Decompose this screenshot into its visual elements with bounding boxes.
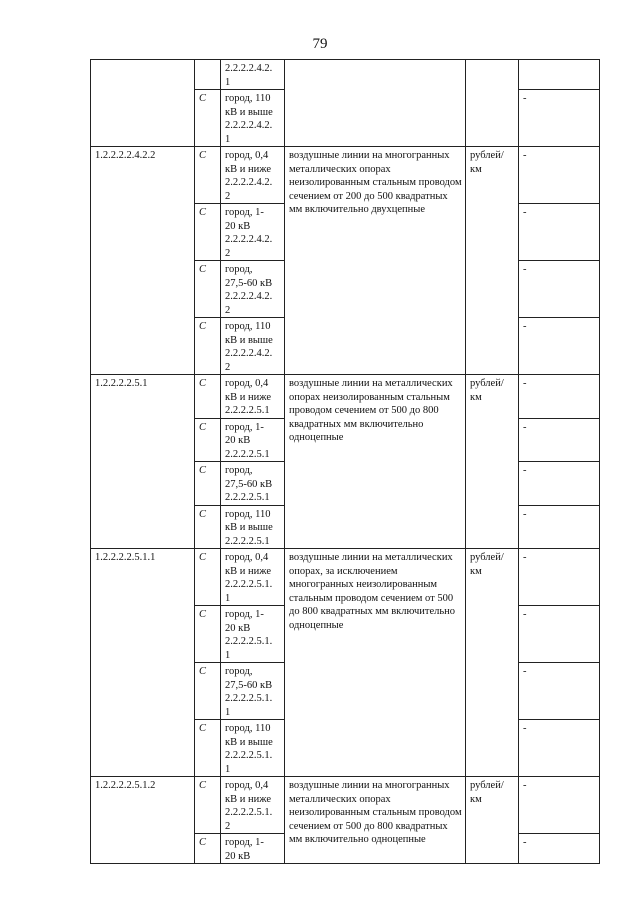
area-text: 2.2.2.2.4.2. 1 xyxy=(225,63,273,88)
area-text: город, 1- 20 кВ 2.2.2.2.4.2. 2 xyxy=(225,207,273,259)
area-text: город, 110 кВ и выше 2.2.2.2.5.1 xyxy=(225,508,273,547)
symbol-cell: С xyxy=(195,777,221,834)
value-cell: - xyxy=(519,261,600,318)
unit-cell xyxy=(466,777,519,864)
area-cell xyxy=(221,777,285,834)
value-cell: - xyxy=(519,663,600,720)
description-cell: воздушные линии на металлических опорах, за исключением многогранных неизолированным стальным проводом сечением от 500 до 800 квадратных мм включительно одноцепные xyxy=(285,549,466,777)
value-cell: - xyxy=(519,777,600,834)
symbol-cell: С xyxy=(195,834,221,864)
area-cell xyxy=(221,90,285,147)
symbol-cell: С xyxy=(195,261,221,318)
area-cell xyxy=(221,318,285,375)
code-cell: 1.2.2.2.2.5.1.1 xyxy=(91,549,195,777)
unit-text: рублей/ км xyxy=(470,552,504,577)
value-cell: - xyxy=(519,720,600,777)
symbol-cell: С xyxy=(195,90,221,147)
value-cell: - xyxy=(519,549,600,606)
symbol-cell: С xyxy=(195,462,221,506)
code-cell: 1.2.2.2.2.5.1 xyxy=(91,375,195,549)
table-row xyxy=(91,375,600,419)
symbol-cell: С xyxy=(195,606,221,663)
page-number: 79 xyxy=(312,36,328,52)
area-text: город, 110 кВ и выше 2.2.2.2.4.2. 1 xyxy=(225,93,273,145)
area-cell xyxy=(221,375,285,419)
unit-cell xyxy=(466,147,519,375)
value-cell: - xyxy=(519,90,600,147)
value-cell: - xyxy=(519,147,600,204)
description-cell xyxy=(285,60,466,147)
table-row xyxy=(91,147,600,204)
area-text: город, 1- 20 кВ 2.2.2.2.5.1 xyxy=(225,421,270,460)
symbol-cell: С xyxy=(195,204,221,261)
unit-text: рублей/ км xyxy=(470,780,504,805)
area-text: город, 27,5-60 кВ 2.2.2.2.5.1 xyxy=(225,465,273,503)
symbol-cell: С xyxy=(195,318,221,375)
unit-text: рублей/ км xyxy=(470,378,504,403)
code-cell: 1.2.2.2.2.5.1.2 xyxy=(91,777,195,864)
area-cell xyxy=(221,606,285,663)
symbol-cell: С xyxy=(195,720,221,777)
value-cell xyxy=(519,60,600,90)
unit-cell xyxy=(466,60,519,147)
symbol-cell: С xyxy=(195,549,221,606)
value-cell: - xyxy=(519,418,600,462)
tariff-table xyxy=(90,59,600,864)
value-cell: - xyxy=(519,505,600,549)
description-cell: воздушные линии на многогранных металлических опорах неизолированным стальным проводом сечением от 500 до 800 квадратных мм включительно одноцепные xyxy=(285,777,466,864)
area-text: город, 0,4 кВ и ниже 2.2.2.2.5.1. 1 xyxy=(225,552,273,604)
table-row xyxy=(91,60,600,90)
area-cell xyxy=(221,834,285,864)
area-text: город, 110 кВ и выше 2.2.2.2.4.2. 2 xyxy=(225,321,273,373)
value-cell: - xyxy=(519,834,600,864)
value-cell: - xyxy=(519,606,600,663)
area-cell xyxy=(221,60,285,90)
code-cell xyxy=(91,60,195,147)
area-text: город, 0,4 кВ и ниже 2.2.2.2.4.2. 2 xyxy=(225,150,273,202)
area-cell xyxy=(221,261,285,318)
area-cell xyxy=(221,720,285,777)
area-cell xyxy=(221,505,285,549)
area-cell xyxy=(221,549,285,606)
area-cell xyxy=(221,418,285,462)
area-cell xyxy=(221,147,285,204)
area-cell xyxy=(221,204,285,261)
area-text: город, 0,4 кВ и ниже 2.2.2.2.5.1. 2 xyxy=(225,780,273,832)
area-text: город, 27,5-60 кВ 2.2.2.2.4.2. 2 xyxy=(225,264,273,316)
description-cell: воздушные линии на многогранных металлических опорах неизолированным стальным проводом сечением от 200 до 500 квадратных мм включительно двухцепные xyxy=(285,147,466,375)
unit-text: рублей/ км xyxy=(470,150,504,175)
description-cell: воздушные линии на металлических опорах неизолированным стальным проводом сечением от 500 до 800 квадратных мм включительно одноцепные xyxy=(285,375,466,549)
area-cell xyxy=(221,663,285,720)
value-cell: - xyxy=(519,204,600,261)
area-cell xyxy=(221,462,285,506)
area-text: город, 0,4 кВ и ниже 2.2.2.2.5.1 xyxy=(225,378,271,416)
area-text: город, 110 кВ и выше 2.2.2.2.5.1. 1 xyxy=(225,723,273,775)
symbol-cell: С xyxy=(195,505,221,549)
unit-cell xyxy=(466,375,519,549)
table-row xyxy=(91,549,600,606)
symbol-cell xyxy=(195,60,221,90)
code-cell: 1.2.2.2.2.4.2.2 xyxy=(91,147,195,375)
symbol-cell: С xyxy=(195,418,221,462)
table-row xyxy=(91,777,600,834)
symbol-cell: С xyxy=(195,375,221,419)
value-cell: - xyxy=(519,375,600,419)
area-text: город, 1- 20 кВ 2.2.2.2.5.1. 1 xyxy=(225,609,273,661)
symbol-cell: С xyxy=(195,147,221,204)
area-text: город, 1- 20 кВ xyxy=(225,837,264,862)
area-text: город, 27,5-60 кВ 2.2.2.2.5.1. 1 xyxy=(225,666,273,718)
value-cell: - xyxy=(519,318,600,375)
value-cell: - xyxy=(519,462,600,506)
unit-cell xyxy=(466,549,519,777)
symbol-cell: С xyxy=(195,663,221,720)
